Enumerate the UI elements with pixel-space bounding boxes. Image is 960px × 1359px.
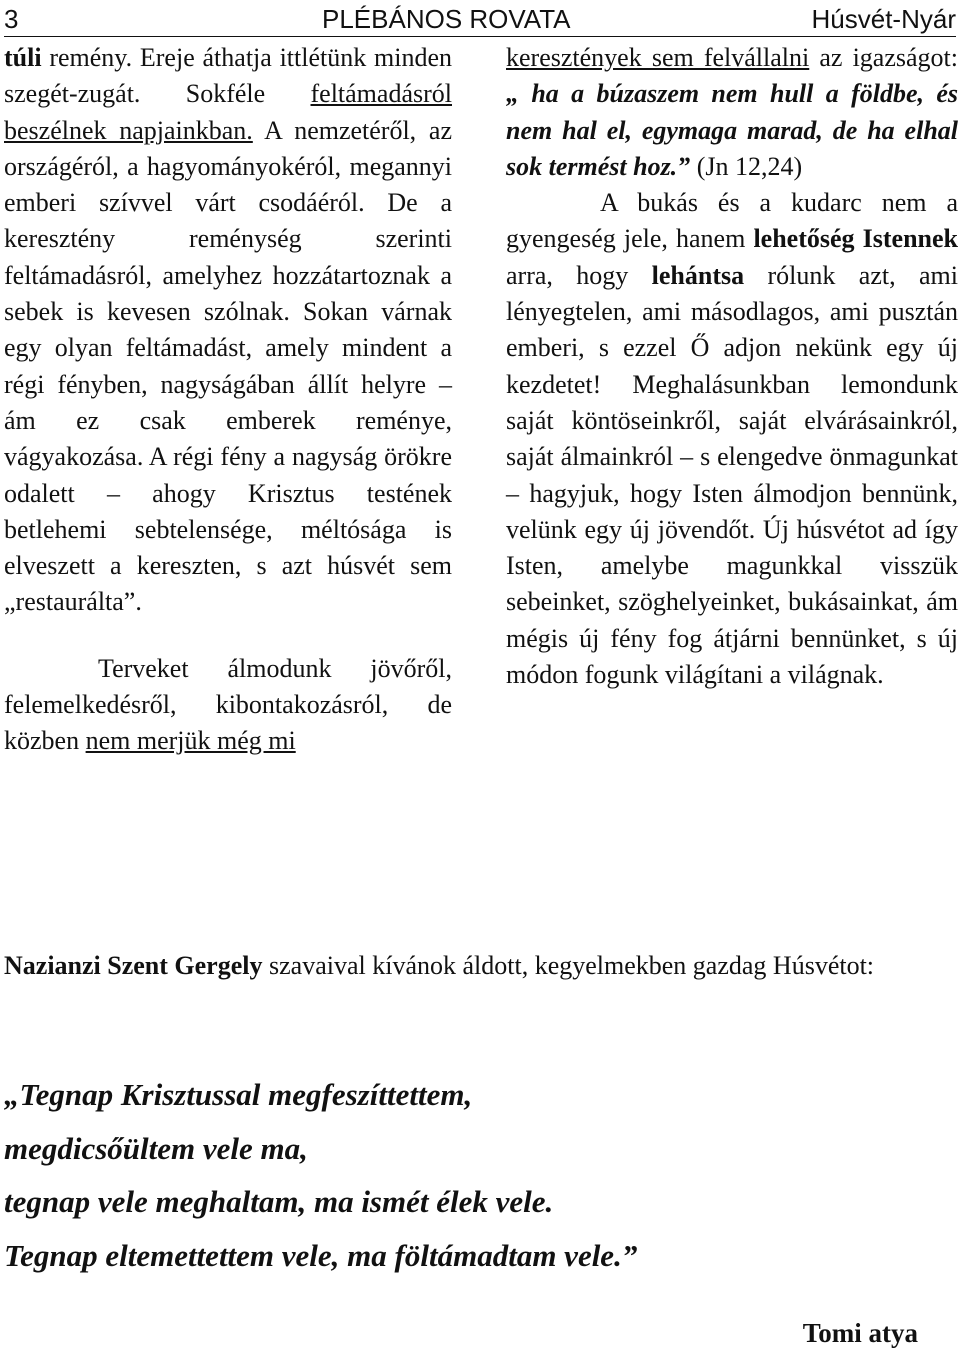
scripture-reference: (Jn 12,24) bbox=[690, 151, 803, 181]
text-span: A bukás és a kudarc nem a gyengeség jele, hanem bbox=[506, 188, 958, 254]
poem-line: megdicsőültem vele ma, bbox=[4, 1130, 308, 1166]
text-span: arra, hogy bbox=[506, 260, 652, 290]
greeting-text: szavaival kívánok áldott, kegyelmekben gazdag Húsvétot: bbox=[262, 951, 875, 980]
easter-greeting bbox=[4, 948, 958, 984]
right-paragraph-2 bbox=[506, 185, 958, 693]
text-span: Terveket álmodunk jövőről, felemelkedésről, kibontakozásról, de közben bbox=[4, 653, 452, 756]
poem-line: „Tegnap Krisztussal megfeszíttettem, bbox=[4, 1077, 473, 1112]
text-span: remény. Ereje áthatja ittlétünk minden szegét-zugát. Sokféle bbox=[4, 43, 452, 109]
saint-name: Nazianzi Szent Gergely bbox=[4, 951, 263, 980]
text-span: az igazságot: bbox=[809, 43, 958, 72]
text-span: A nemzetéről, az országéról, a hagyományokéról, megannyi emberi szívvel várt csodáéról. De a keresztény reménység szerinti feltámadásról, amelyhez hozzátartoznak a sebek is kevesen szólnak. Sokan várnak egy olyan feltámadást, amely mindent a régi fényben, nagyságában állít helyre – ám ez csak emberek reménye, vágyakozása. A régi fény a nagyság örökre odalett – ahogy Krisztus testének betlehemi sebtelensége, méltósága is elveszett a kereszten, s azt húsvét sem „restaurálta”. bbox=[4, 115, 452, 617]
underlined-text: nem merjük még mi bbox=[85, 726, 296, 756]
left-column bbox=[4, 40, 452, 760]
scripture-quote: „ ha a búzaszem nem hull a földbe, és nem hal el, egymaga marad, de ha elhal sok termést hoz.” bbox=[506, 79, 958, 181]
underlined-text: keresztények sem felvállalni bbox=[506, 43, 810, 72]
poem-line: tegnap vele meghaltam, ma ismét élek vele. bbox=[4, 1184, 554, 1219]
bold-text: lehetőség Istennek bbox=[753, 224, 958, 254]
left-paragraph-2 bbox=[4, 651, 452, 760]
text-span: rólunk azt, ami lényegtelen, ami másodlagos, ami pusztán emberi, s ezzel Ő adjon nekünk egy új kezdetet! Meghalásunkban lemondunk saját köntöseinkről, saját elvárásainkról, saját álmainkról – s elengedve önmagunkat – hagyjuk, hogy Isten álmodjon bennünk, velünk egy új jövendőt. Új húsvétot ad így Isten, amelybe magunkkal visszük sebeinket, szöghelyeinket, bukásainkat, ám mégis új fény fog átjárni bennünket, s új módon fogunk világítani a világnak. bbox=[506, 260, 958, 690]
poem-quote bbox=[4, 1068, 958, 1282]
poem-line: Tegnap eltemettettem vele, ma föltámadtam vele.” bbox=[4, 1237, 638, 1273]
bold-text: lehántsa bbox=[651, 260, 745, 290]
right-paragraph-1 bbox=[506, 40, 958, 185]
page-number: 3 bbox=[4, 4, 19, 34]
issue-season: Húsvét-Nyár bbox=[811, 4, 956, 34]
page-header bbox=[4, 2, 956, 37]
lead-word: túli bbox=[4, 43, 42, 72]
section-title: PLÉBÁNOS ROVATA bbox=[322, 4, 571, 34]
right-column bbox=[506, 40, 958, 693]
author-signature: Tomi atya bbox=[802, 1318, 918, 1348]
left-paragraph-1 bbox=[4, 40, 452, 621]
underlined-text: feltámadásról beszélnek napjainkban. bbox=[4, 79, 452, 145]
